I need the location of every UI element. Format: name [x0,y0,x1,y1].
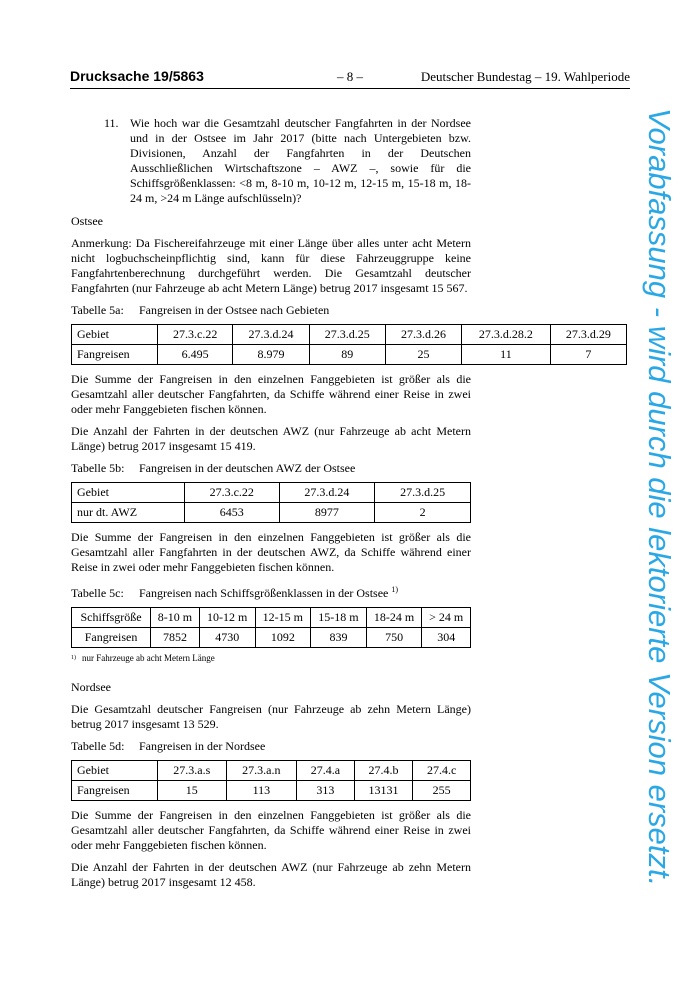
section-heading-ostsee: Ostsee [71,214,103,228]
table-row [72,345,627,365]
table-label: Tabelle 5d: [71,739,125,753]
table-5d [71,760,471,801]
ostsee-note: Anmerkung: Da Fischereifahrzeuge mit einer Länge über alles unter acht Metern nicht logbuchscheinpflichtig sind, kann für diese Fahrzeuggruppe keine Fangfahrtenberechnung durchgeführt werden. Die Gesamtzahl deutscher Fangfahrten (nur Fahrzeuge ab acht Metern Länge) betrug 2017 insgesamt 15 567. [71,236,471,295]
table-cell: 27.4.c [413,761,471,781]
table-header-row [72,325,627,345]
table-cell: 1092 [255,628,311,648]
table-cell: 10-12 m [199,608,255,628]
table-cell: Fangreisen [72,345,158,365]
table-cell: 8.979 [233,345,309,365]
table-cell: 27.3.a.n [226,761,297,781]
table-cell: 27.3.d.24 [279,483,375,503]
table-label: Tabelle 5c: [71,586,124,600]
table-header-row [72,608,471,628]
table-cell: 27.4.a [297,761,355,781]
table-label: Tabelle 5a: [71,303,124,317]
table-5b-caption [71,461,471,476]
table-5b [71,482,471,523]
document-body [71,116,611,890]
table-cell: 6.495 [158,345,233,365]
table-cell: nur dt. AWZ [72,503,185,523]
table-cell: 25 [385,345,461,365]
table-cell: Schiffsgröße [72,608,151,628]
document-number-value: 5863 [172,68,204,84]
table-cell: 27.3.d.24 [233,325,309,345]
table-cell: 255 [413,781,471,801]
table-5c-caption [71,582,471,601]
table-title: Fangreisen in der Ostsee nach Gebieten [139,303,330,317]
table-cell: 27.3.d.25 [375,483,471,503]
table-cell: 89 [309,345,385,365]
table-cell: 11 [462,345,551,365]
paragraph-nordsee-total: Die Gesamtzahl deutscher Fangreisen (nur Fahrzeuge ab zehn Metern Länge) betrug 2017 insgesamt 13 529. [71,702,471,731]
publisher: Deutscher Bundestag – 19. Wahlperiode [420,69,630,84]
table-cell: 2 [375,503,471,523]
table-cell: 13131 [354,781,413,801]
table-cell: 8977 [279,503,375,523]
table-cell: 18-24 m [366,608,422,628]
watermark-text: Vorabfassung - wird durch die lektorierte Version ersetzt. [642,108,677,887]
table-cell: 113 [226,781,297,801]
question-11 [104,116,471,206]
table-cell: 27.4.b [354,761,413,781]
table-cell: 27.3.d.25 [309,325,385,345]
table-cell: 313 [297,781,355,801]
table-cell: 6453 [185,503,280,523]
table-5d-caption [71,739,471,754]
table-row [72,628,471,648]
table-cell: Fangreisen [72,628,151,648]
table-cell: 27.3.d.29 [550,325,626,345]
table-cell: 27.3.d.26 [385,325,461,345]
question-text: Wie hoch war die Gesamtzahl deutscher Fangfahrten in der Nordsee und in der Ostsee im Jahr 2017 (bitte nach Untergebieten bzw. Divisionen, Anzahl der Fangfahrten in der Deutschen Ausschließlichen Wirtschaftszone – AWZ –, sowie für die Schiffsgrößenklassen: <8 m, 8-10 m, 10-12 m, 12-15 m, 15-18 m, 18-24 m, >24 m Länge aufschlüsseln)? [130,116,471,205]
draft-watermark [638,108,680,908]
paragraph-awz-ostsee: Die Anzahl der Fahrten in der deutschen AWZ (nur Fahrzeuge ab acht Metern Länge) betrug 2017 insgesamt 15 419. [71,424,471,453]
table-row [72,503,471,523]
paragraph-after-5d: Die Summe der Fangreisen in den einzelnen Fanggebieten ist größer als die Gesamtzahl aller deutscher Fangfahrten, da Schiffe während einer Reise in zwei oder mehr Fanggebieten fischen können. [71,808,471,852]
table-header-row [72,483,471,503]
table-cell: 7852 [151,628,200,648]
paragraph-after-5a: Die Summe der Fangreisen in den einzelnen Fanggebieten ist größer als die Gesamtzahl aller deutscher Fangfahrten, da Schiffe während einer Reise in zwei oder mehr Fanggebieten fischen können. [71,372,471,416]
table-cell: 304 [422,628,471,648]
table-title: Fangreisen nach Schiffsgrößenklassen in der Ostsee [139,586,389,600]
paragraph-after-5b: Die Summe der Fangreisen in den einzelnen Fanggebieten ist größer als die Gesamtzahl aller Fangfahrten in der deutschen AWZ, da Schiffe während einer Reise in zwei oder mehr Fanggebieten fischen können. [71,530,471,574]
table-cell: Gebiet [72,483,185,503]
table-5a [71,324,627,365]
table-cell: 839 [311,628,367,648]
table-cell: Fangreisen [72,781,158,801]
table-title: Fangreisen in der deutschen AWZ der Ostsee [139,461,356,475]
table-cell: 4730 [199,628,255,648]
table-header-row [72,761,471,781]
table-cell: > 24 m [422,608,471,628]
table-label: Tabelle 5b: [71,461,125,475]
table-5c [71,607,471,648]
section-heading-nordsee: Nordsee [71,680,111,694]
page-number: – 8 – [337,69,363,84]
footnote-ref: 1) [391,585,399,594]
table-cell: 27.3.c.22 [185,483,280,503]
table-cell: 750 [366,628,422,648]
table-cell: 15 [158,781,227,801]
table-cell: Gebiet [72,761,158,781]
footnote [71,651,471,666]
table-row [72,781,471,801]
table-cell: 8-10 m [151,608,200,628]
table-cell: 7 [550,345,626,365]
question-number: 11. [104,116,119,130]
paragraph-awz-nordsee: Die Anzahl der Fahrten in der deutschen AWZ (nur Fahrzeuge ab zehn Metern Länge) betrug 2017 insgesamt 12 458. [71,860,471,889]
table-cell: 12-15 m [255,608,311,628]
table-cell: 27.3.c.22 [158,325,233,345]
table-title: Fangreisen in der Nordsee [139,739,266,753]
table-cell: 27.3.d.28.2 [462,325,551,345]
page-header [70,68,630,89]
footnote-text: nur Fahrzeuge ab acht Metern Länge [82,653,215,663]
table-cell: 27.3.a.s [158,761,227,781]
footnote-mark: 1) [71,655,76,661]
table-cell: 15-18 m [311,608,367,628]
table-cell: Gebiet [72,325,158,345]
document-number-prefix: Drucksache 19/ [70,68,173,84]
table-5a-caption [71,303,471,318]
